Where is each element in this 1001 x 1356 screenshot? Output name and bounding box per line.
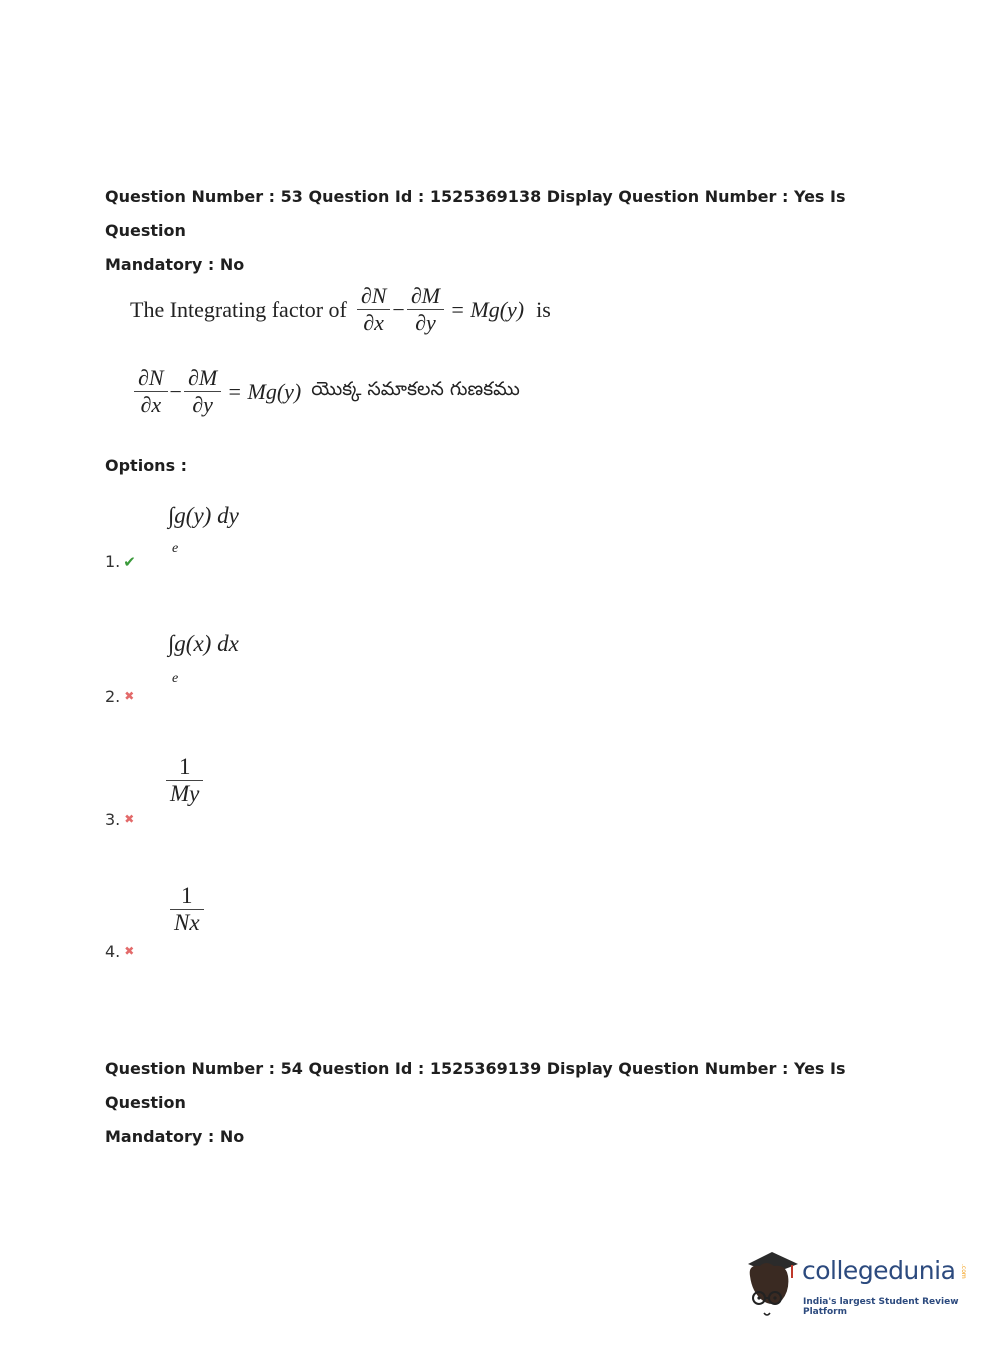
option-2-expression	[168, 631, 288, 691]
option-3-fraction	[166, 754, 203, 807]
option-1[interactable]	[105, 552, 136, 571]
question-53-header-line1: Question Number : 53 Question Id : 1525369138 Display Question Number : Yes Is Question	[105, 187, 846, 240]
question-54-header-line2: Mandatory : No	[105, 1127, 245, 1146]
fraction-dM-dy	[407, 283, 444, 336]
student-mascot-icon	[742, 1250, 800, 1320]
option-2-base: e	[172, 671, 179, 686]
numerator-dM: ∂M	[407, 283, 444, 310]
option-1-base: e	[172, 541, 179, 556]
option-3-denominator: My	[170, 781, 200, 806]
cross-icon: ✖	[124, 689, 135, 703]
question-53-header	[105, 180, 905, 282]
option-4-numerator: 1	[170, 883, 204, 910]
question-54-header	[105, 1052, 905, 1154]
option-3-number: 3.	[105, 810, 121, 829]
option-2-number: 2.	[105, 687, 121, 706]
question-53-stem-telugu	[132, 365, 520, 418]
denominator-dx: ∂x	[140, 392, 162, 417]
option-4[interactable]	[105, 942, 134, 961]
denominator-dx: ∂x	[363, 310, 384, 335]
option-3-expression	[164, 754, 205, 807]
options-label: Options :	[105, 456, 188, 475]
option-3-numerator: 1	[166, 754, 203, 781]
numerator-dN: ∂N	[357, 283, 391, 310]
numerator-dM: ∂M	[184, 365, 221, 392]
equation-rhs: = Mg(y)	[227, 378, 302, 404]
stem-telugu-suffix: యొక్క సమాకలన గుణకము	[311, 378, 520, 400]
option-4-fraction	[170, 883, 204, 936]
numerator-dN: ∂N	[134, 365, 168, 392]
fraction-dM-dy-telugu	[184, 365, 221, 418]
equation-rhs: = Mg(y)	[450, 296, 525, 322]
fraction-dN-dx-telugu	[134, 365, 168, 418]
option-2[interactable]	[105, 687, 134, 706]
option-4-expression	[168, 883, 206, 936]
stem-english-prefix: The Integrating factor of	[130, 296, 347, 322]
logo-wordmark: collegedunia	[802, 1256, 956, 1285]
logo-domain-suffix: .com	[960, 1264, 967, 1279]
option-4-denominator: Nx	[174, 910, 200, 935]
option-1-integral: ∫g(y) dy	[168, 503, 239, 528]
option-1-number: 1.	[105, 552, 121, 571]
cross-icon: ✖	[124, 944, 135, 958]
question-53-header-line2: Mandatory : No	[105, 255, 245, 274]
minus-sign: −	[392, 296, 405, 322]
check-icon: ✔	[123, 553, 136, 571]
denominator-dy: ∂y	[415, 310, 436, 335]
fraction-dN-dx	[357, 283, 391, 336]
option-4-number: 4.	[105, 942, 121, 961]
question-54-header-line1: Question Number : 54 Question Id : 1525369139 Display Question Number : Yes Is Question	[105, 1059, 846, 1112]
option-3[interactable]	[105, 810, 134, 829]
option-2-integral: ∫g(x) dx	[168, 631, 239, 656]
option-1-expression	[168, 503, 288, 563]
minus-sign: −	[169, 378, 182, 404]
collegedunia-logo[interactable]	[742, 1250, 972, 1320]
stem-english-suffix: is	[536, 296, 551, 322]
cross-icon: ✖	[124, 812, 135, 826]
question-53-stem-english	[130, 283, 551, 336]
denominator-dy: ∂y	[192, 392, 213, 417]
logo-tagline: India's largest Student Review Platform	[803, 1297, 959, 1317]
